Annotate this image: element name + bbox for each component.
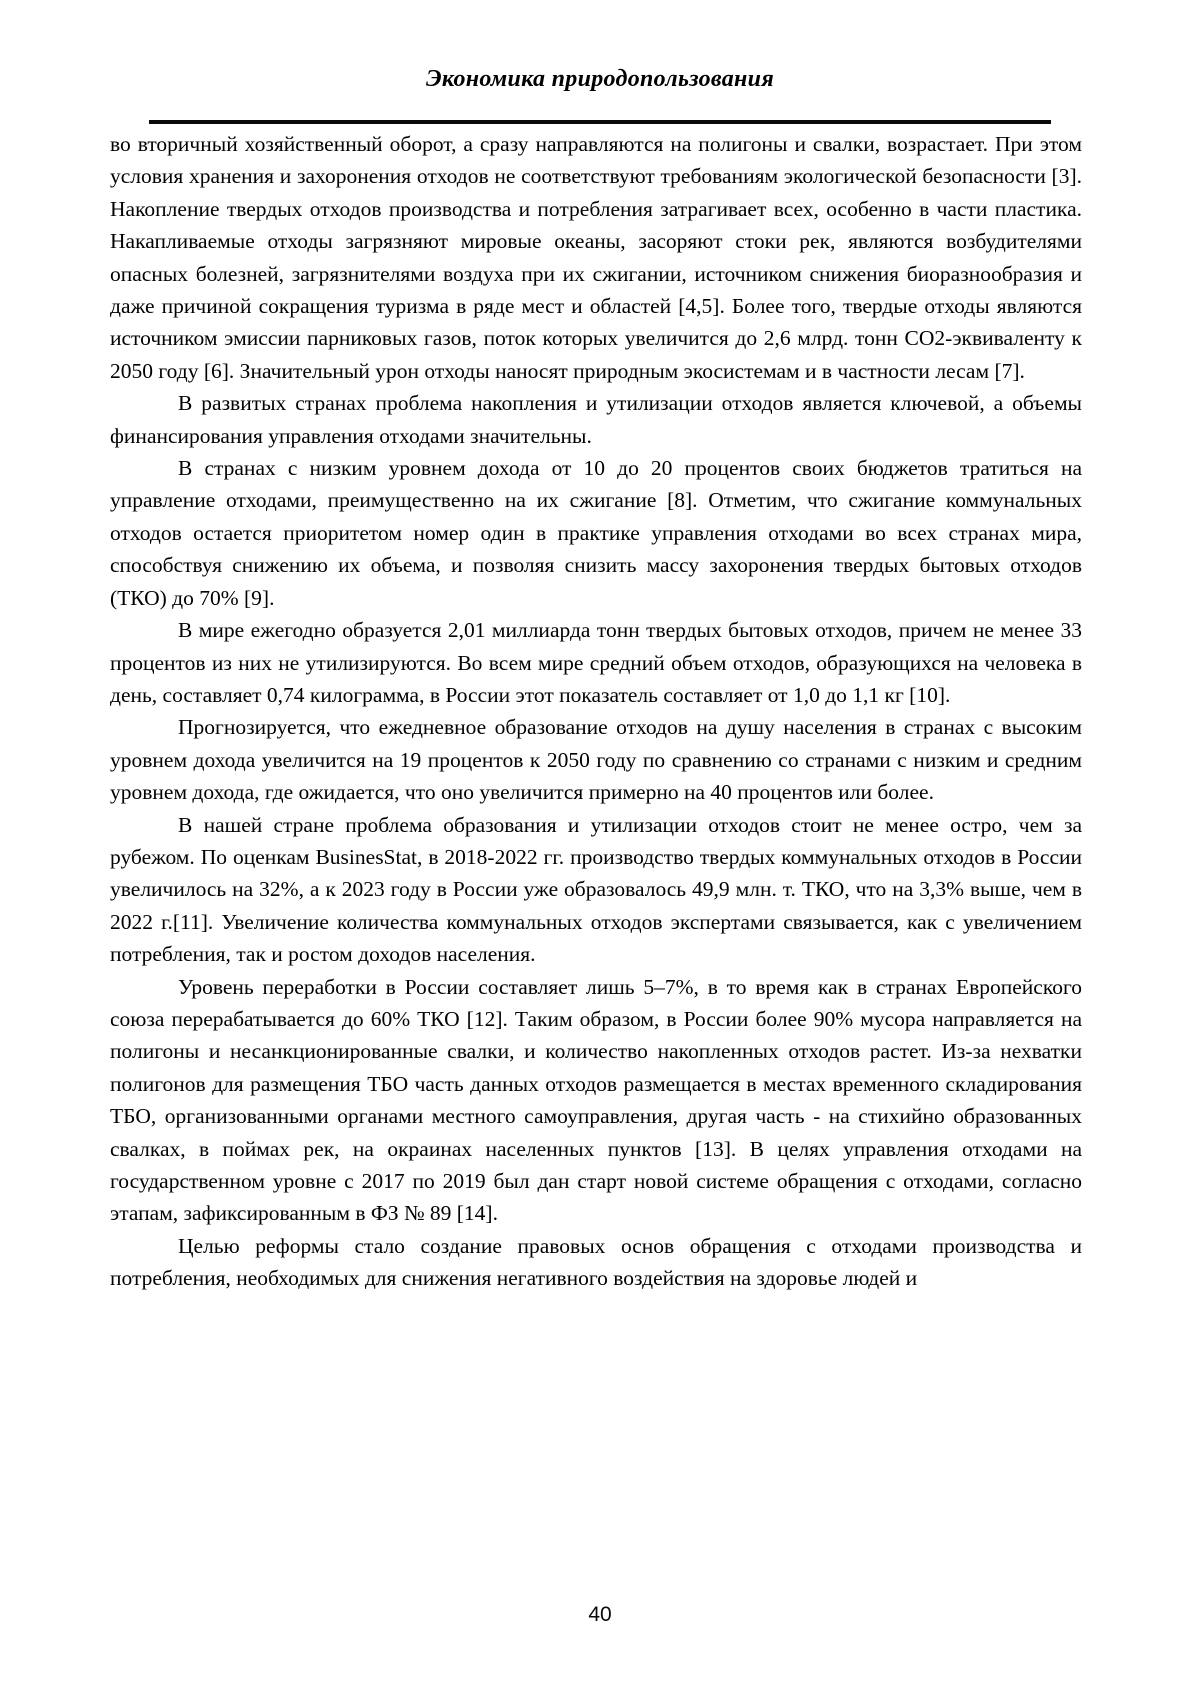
page-header xyxy=(0,0,1200,96)
body-paragraph-3: В странах с низким уровнем дохода от 10 до 20 процентов своих бюджетов тратиться на управление отходами, преимущественно на их сжигание [8]. Отметим, что сжигание коммунальных отходов остается приоритетом номер один в практике управления отходами во всех странах мира, способствуя снижению их объема, и позволяя снизить массу захоронения твердых бытовых отходов (ТКО) до 70% [9]. xyxy=(110,456,1082,610)
article-body xyxy=(110,128,1082,1295)
body-paragraph-5: Прогнозируется, что ежедневное образование отходов на душу населения в странах с высоким уровнем дохода увеличится на 19 процентов к 2050 году по сравнению со странами с низким и средним уровнем дохода, где ожидается, что оно увеличится примерно на 40 процентов или более. xyxy=(110,715,1082,805)
body-paragraph-2: В развитых странах проблема накопления и утилизации отходов является ключевой, а объемы финансирования управления отходами значительны. xyxy=(110,391,1082,448)
header-rule xyxy=(149,120,1051,124)
journal-section-title: Экономика природопользования xyxy=(426,66,774,92)
body-paragraph-8: Целью реформы стало создание правовых основ обращения с отходами производства и потребления, необходимых для снижения негативного воздействия на здоровье людей и xyxy=(110,1233,1082,1291)
body-paragraph-7: Уровень переработки в России составляет лишь 5–7%, в то время как в странах Европейского союза перерабатывается до 60% ТКО [12]. Таким образом, в России более 90% мусора направляется на полигоны и несанкционированные свалки, и количество накопленных отходов растет. Из-за нехватки полигонов для размещения ТБО часть данных отходов размещается в местах временного складирования ТБО, организованными органами местного самоуправления, другая часть - на стихийно образованных свалках, в поймах рек, на окраинах населенных пунктов [13]. В целях управления отходами на государственном уровне с 2017 по 2019 был дан старт новой системе обращения с отходами, согласно этапам, зафиксированным в ФЗ № 89 [14]. xyxy=(110,974,1082,1226)
body-paragraph-6: В нашей стране проблема образования и утилизации отходов стоит не менее остро, чем за рубежом. По оценкам BusinesStat, в 2018-2022 гг. производство твердых коммунальных отходов в России увеличилось на 32%, а к 2023 году в России уже образовалось 49,9 млн. т. ТКО, что на 3,3% выше, чем в 2022 г.[11]. Увеличение количества коммунальных отходов экспертами связывается, как с увеличением потребления, так и ростом доходов населения. xyxy=(110,812,1082,967)
body-paragraph-1: во вторичный хозяйственный оборот, а сразу направляются на полигоны и свалки, возрастает. При этом условия хранения и захоронения отходов не соответствуют требованиям экологической безопасности [3]. Накопление твердых отходов производства и потребления затрагивает всех, особенно в части пластика. Накапливаемые отходы загрязняют мировые океаны, засоряют стоки рек, являются возбудителями опасных болезней, загрязнителями воздуха при их сжигании, источником снижения биоразнообразия и даже причиной сокращения туризма в ряде мест и областей [4,5]. Более того, твердые отходы являются источником эмиссии парниковых газов, поток которых увеличится до 2,6 млрд. тонн СО2-эквиваленту к 2050 году [6]. Значительный урон отходы наносят природным экосистемам и в частности лесам [7]. xyxy=(110,132,1082,383)
page-number: 40 xyxy=(588,1603,612,1626)
body-paragraph-4: В мире ежегодно образуется 2,01 миллиарда тонн твердых бытовых отходов, причем не менее 33 процентов из них не утилизируются. Во всем мире средний объем отходов, образующихся на человека в день, составляет 0,74 килограмма, в России этот показатель составляет от 1,0 до 1,1 кг [10]. xyxy=(110,618,1082,707)
